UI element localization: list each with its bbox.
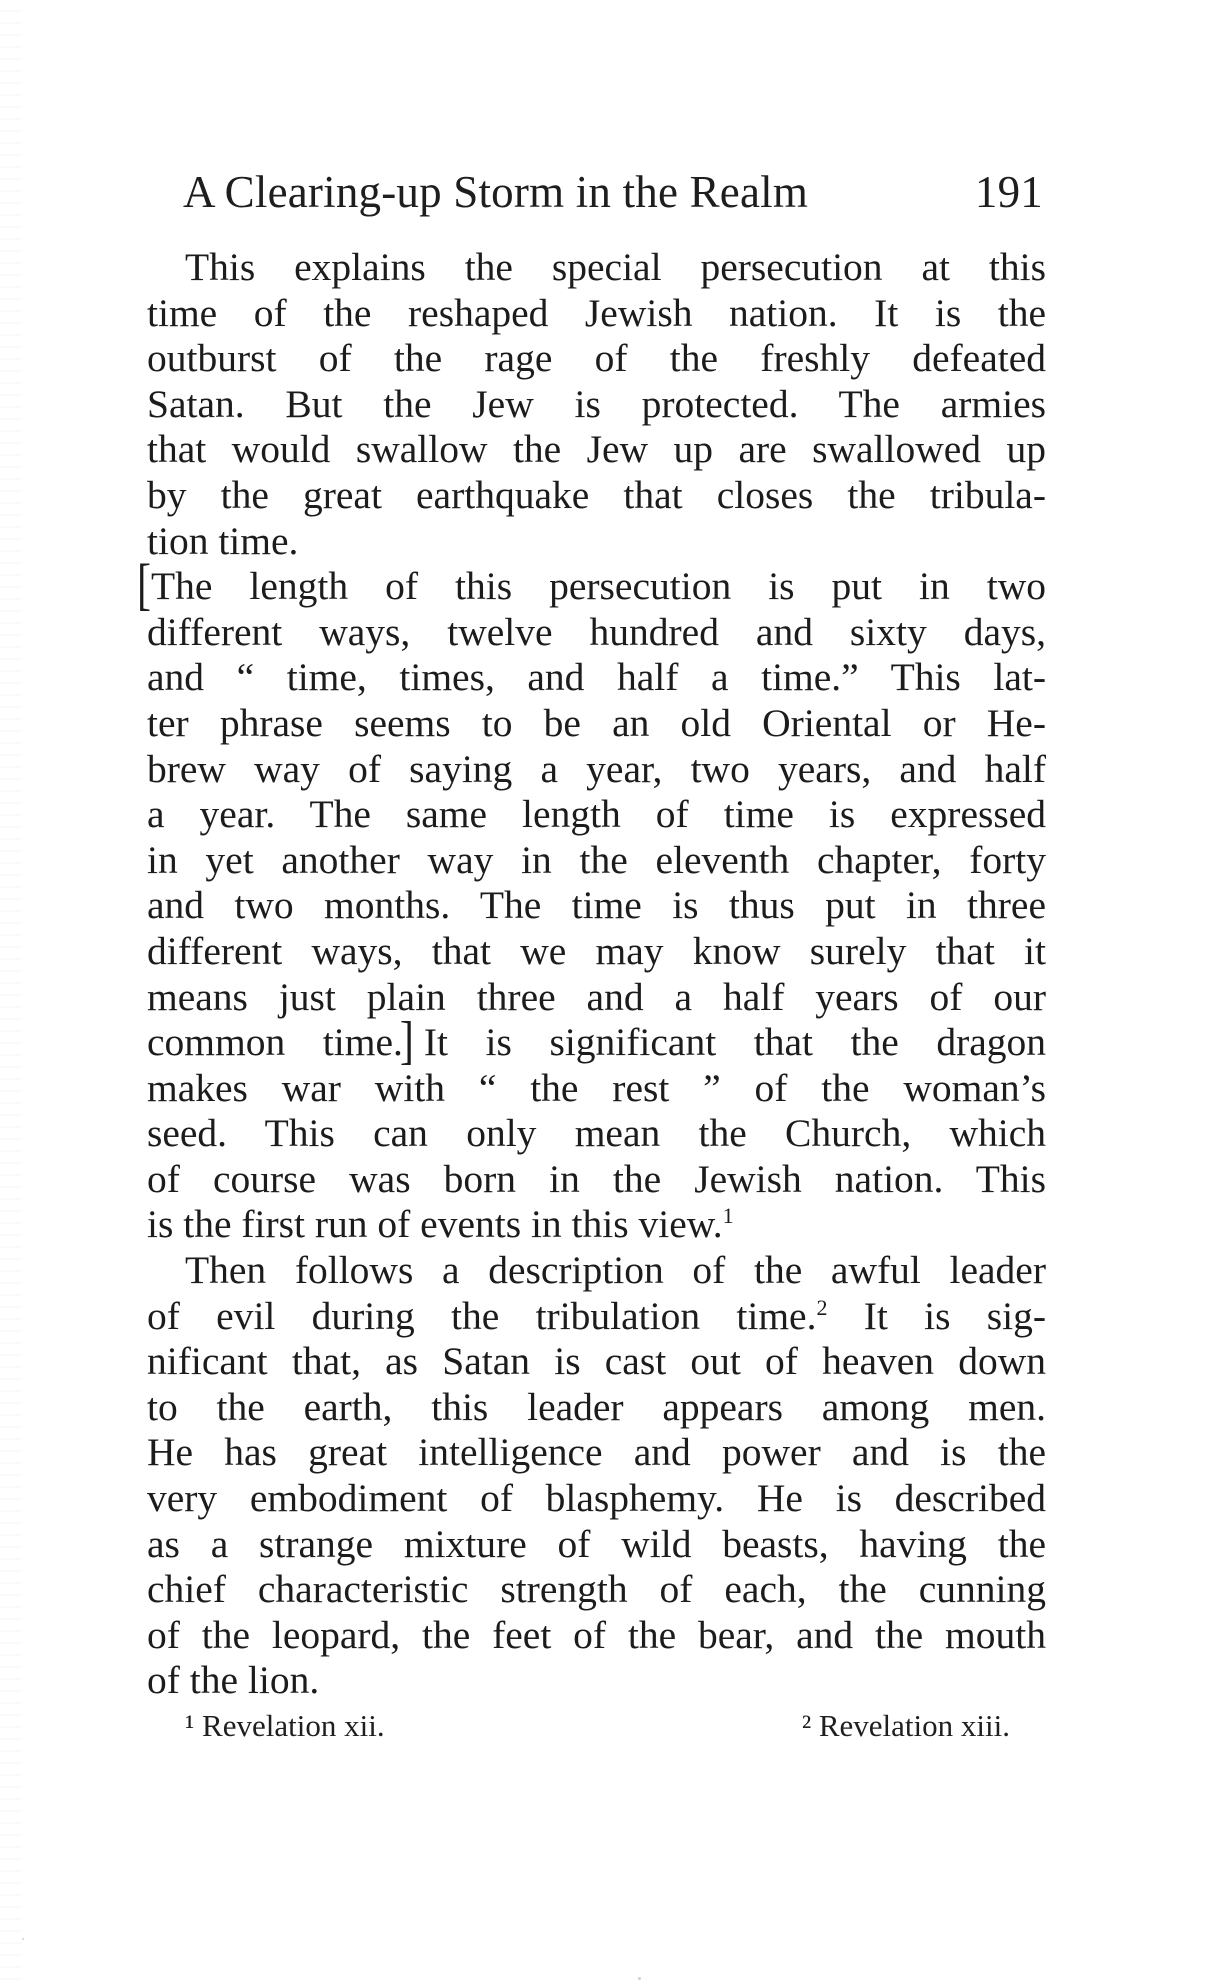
scan-dust xyxy=(22,1938,24,1940)
handwritten-open-bracket: [ xyxy=(137,554,151,617)
text-line-1: This explains the special persecution at this xyxy=(185,245,1046,289)
text-line-20: seed. This can only mean the Church, which xyxy=(147,1111,1046,1156)
text-line-3: outburst of the rage of the freshly defeated xyxy=(147,336,1046,381)
text-line-21: of course was born in the Jewish nation. This xyxy=(147,1156,1046,1201)
text-line-24 xyxy=(147,1294,1046,1340)
text-line-8-content: The length of this persecution is put in two xyxy=(151,564,1046,609)
scan-dust xyxy=(638,1977,641,1980)
text-line-9: different ways, twelve hundred and sixty days, xyxy=(147,609,1046,654)
footnote-ref-2: 2 xyxy=(816,1294,828,1320)
text-line-28: very embodiment of blasphemy. He is described xyxy=(147,1476,1046,1521)
text-line-18-start: common time. xyxy=(147,1020,403,1065)
handwritten-close-bracket: ] xyxy=(399,1013,414,1071)
scan-edge xyxy=(0,0,22,1986)
running-title: A Clearing-up Storm in the Realm xyxy=(183,167,809,217)
text-line-14: in yet another way in the eleventh chapter, forty xyxy=(147,837,1046,882)
text-line-24-end: It is sig- xyxy=(863,1293,1046,1338)
text-line-31: of the leopard, the feet of the bear, and the mouth xyxy=(147,1612,1046,1657)
text-line-32: of the lion. xyxy=(147,1658,320,1703)
text-line-18 xyxy=(147,1013,1047,1071)
text-line-22-content: is the first run of events in this view. xyxy=(147,1202,723,1247)
text-line-2: time of the reshaped Jewish nation. It is the xyxy=(147,290,1046,335)
text-line-19: makes war with “ the rest ” of the woman’s xyxy=(147,1065,1046,1110)
text-line-17: means just plain three and a half years of our xyxy=(147,974,1046,1019)
text-line-5: that would swallow the Jew up are swallowed up xyxy=(147,427,1046,472)
text-line-29: as a strange mixture of wild beasts, having the xyxy=(147,1521,1046,1566)
text-line-27: He has great intelligence and power and is the xyxy=(147,1430,1046,1475)
text-line-26: to the earth, this leader appears among men. xyxy=(147,1384,1046,1429)
text-line-22 xyxy=(147,1202,1046,1248)
text-line-30: chief characteristic strength of each, the cunning xyxy=(147,1567,1046,1612)
footnote-1: ¹ Revelation xii. xyxy=(185,1708,385,1743)
text-line-7: tion time. xyxy=(147,518,299,563)
text-line-23: Then follows a description of the awful leader xyxy=(185,1248,1046,1293)
page-number: 191 xyxy=(974,167,1043,217)
text-line-10: and “ time, times, and half a time.” This lat- xyxy=(147,655,1046,700)
text-line-11: ter phrase seems to be an old Oriental or He- xyxy=(147,700,1046,745)
body-text xyxy=(137,245,1047,1704)
footnote-2: ² Revelation xiii. xyxy=(801,1708,1010,1743)
text-line-24-start: of evil during the tribulation time. xyxy=(147,1293,817,1338)
text-line-4: Satan. But the Jew is protected. The armies xyxy=(147,381,1046,426)
text-line-25: nificant that, as Satan is cast out of heaven down xyxy=(147,1339,1046,1384)
text-line-18-end: It is significant that the dragon xyxy=(423,1020,1047,1065)
footnotes xyxy=(185,1708,1010,1748)
text-line-8 xyxy=(137,554,1046,617)
text-line-15: and two months. The time is thus put in three xyxy=(147,883,1046,928)
text-line-6: by the great earthquake that closes the tribula- xyxy=(147,472,1046,517)
text-line-12: brew way of saying a year, two years, and half xyxy=(147,746,1046,791)
text-line-13: a year. The same length of time is expressed xyxy=(147,792,1046,837)
running-head xyxy=(183,166,1043,226)
text-line-16: different ways, that we may know surely that it xyxy=(147,928,1046,973)
footnote-ref-1: 1 xyxy=(722,1203,734,1229)
